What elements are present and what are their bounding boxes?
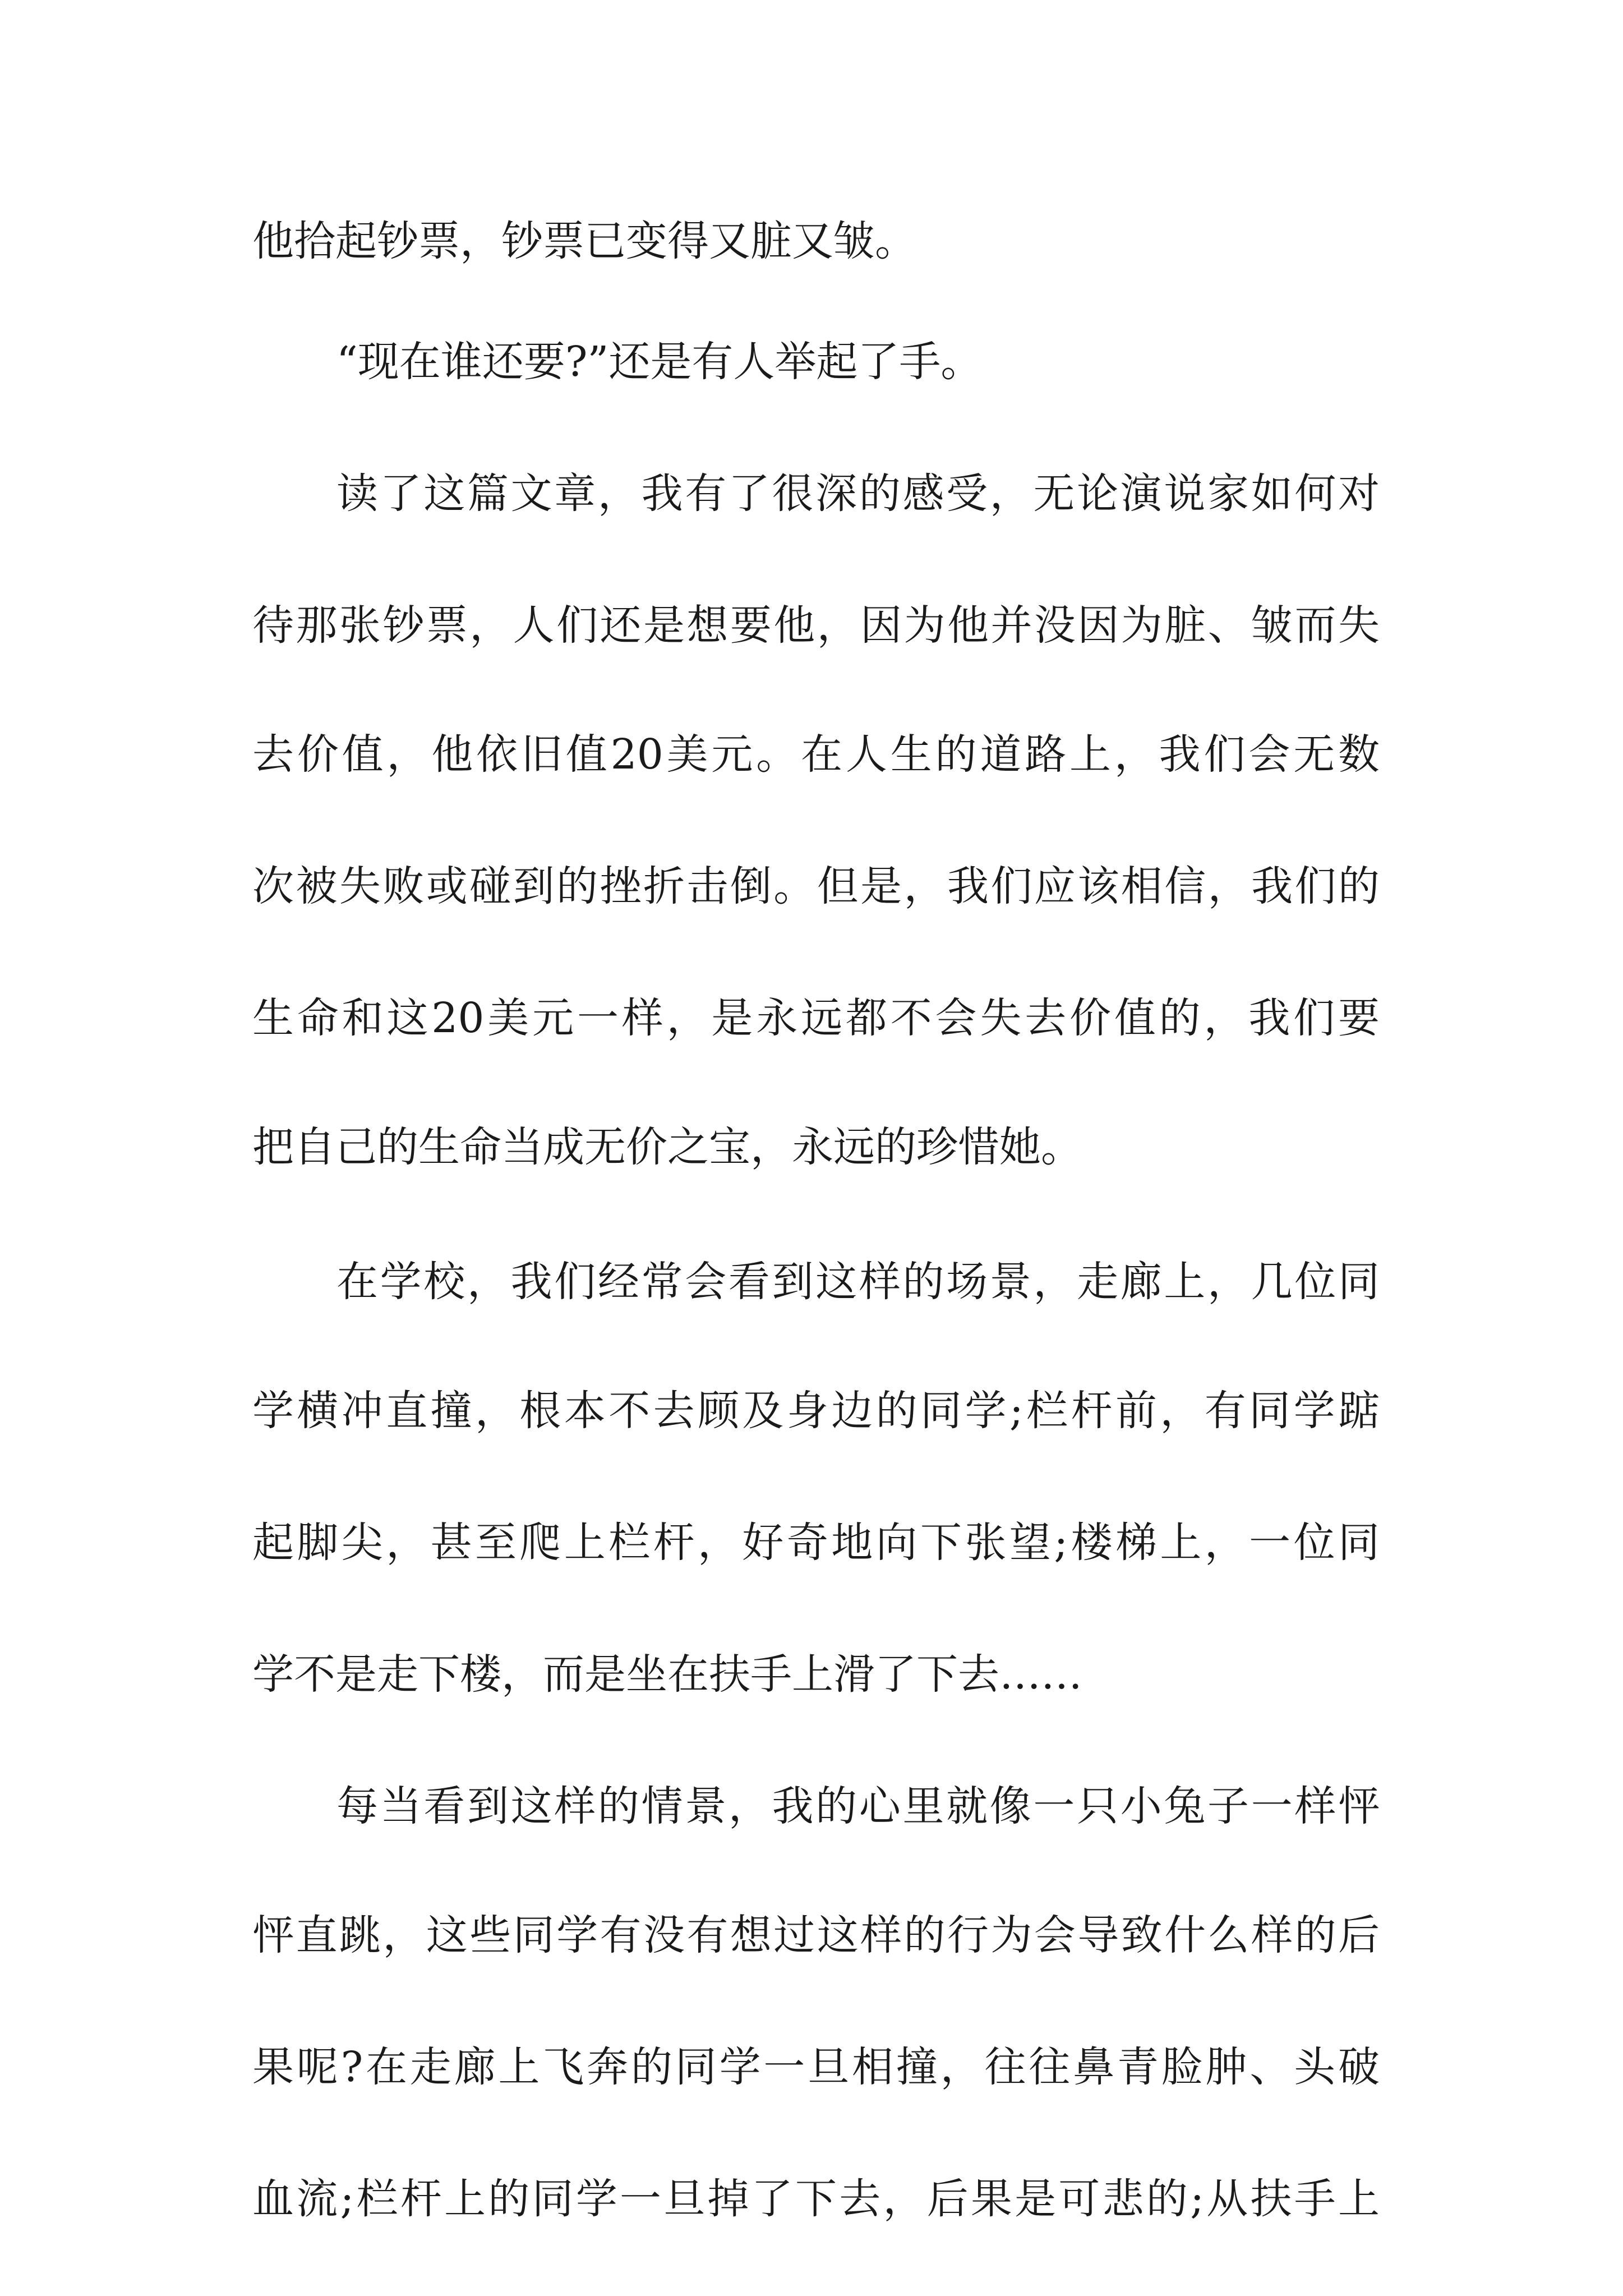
- text-line: 次被失败或碰到的挫折击倒。但是，我们应该相信，我们的: [252, 862, 1380, 910]
- text-line: 学不是走下楼，而是坐在扶手上滑了下去……: [252, 1650, 1082, 1699]
- text-line: 每当看到这样的情景，我的心里就像一只小兔子一样怦: [336, 1782, 1380, 1830]
- text-line: 起脚尖，甚至爬上栏杆，好奇地向下张望;楼梯上，一位同: [252, 1519, 1380, 1567]
- text-line: 学横冲直撞，根本不去顾及身边的同学;栏杆前，有同学踮: [252, 1387, 1380, 1435]
- text-line: 果呢?在走廊上飞奔的同学一旦相撞，往往鼻青脸肿、头破: [252, 2043, 1380, 2091]
- text-line: 读了这篇文章，我有了很深的感受，无论演说家如何对: [336, 470, 1380, 518]
- text-line: “现在谁还要?”还是有人举起了手。: [336, 338, 983, 386]
- text-line: 去价值，他依旧值20美元。在人生的道路上，我们会无数: [252, 730, 1380, 779]
- text-line: 生命和这20美元一样，是永远都不会失去价值的，我们要: [252, 994, 1380, 1042]
- text-line: 待那张钞票，人们还是想要他，因为他并没因为脏、皱而失: [252, 601, 1380, 650]
- text-line: 怦直跳，这些同学有没有想过这样的行为会导致什么样的后: [252, 1911, 1380, 1959]
- text-line: 他拾起钞票，钞票已变得又脏又皱。: [252, 217, 916, 265]
- text-line: 血流;栏杆上的同学一旦掉了下去，后果是可悲的;从扶手上: [252, 2175, 1380, 2223]
- text-line: 把自己的生命当成无价之宝，永远的珍惜她。: [252, 1123, 1082, 1171]
- text-line: 在学校，我们经常会看到这样的场景，走廊上，几位同: [336, 1258, 1380, 1306]
